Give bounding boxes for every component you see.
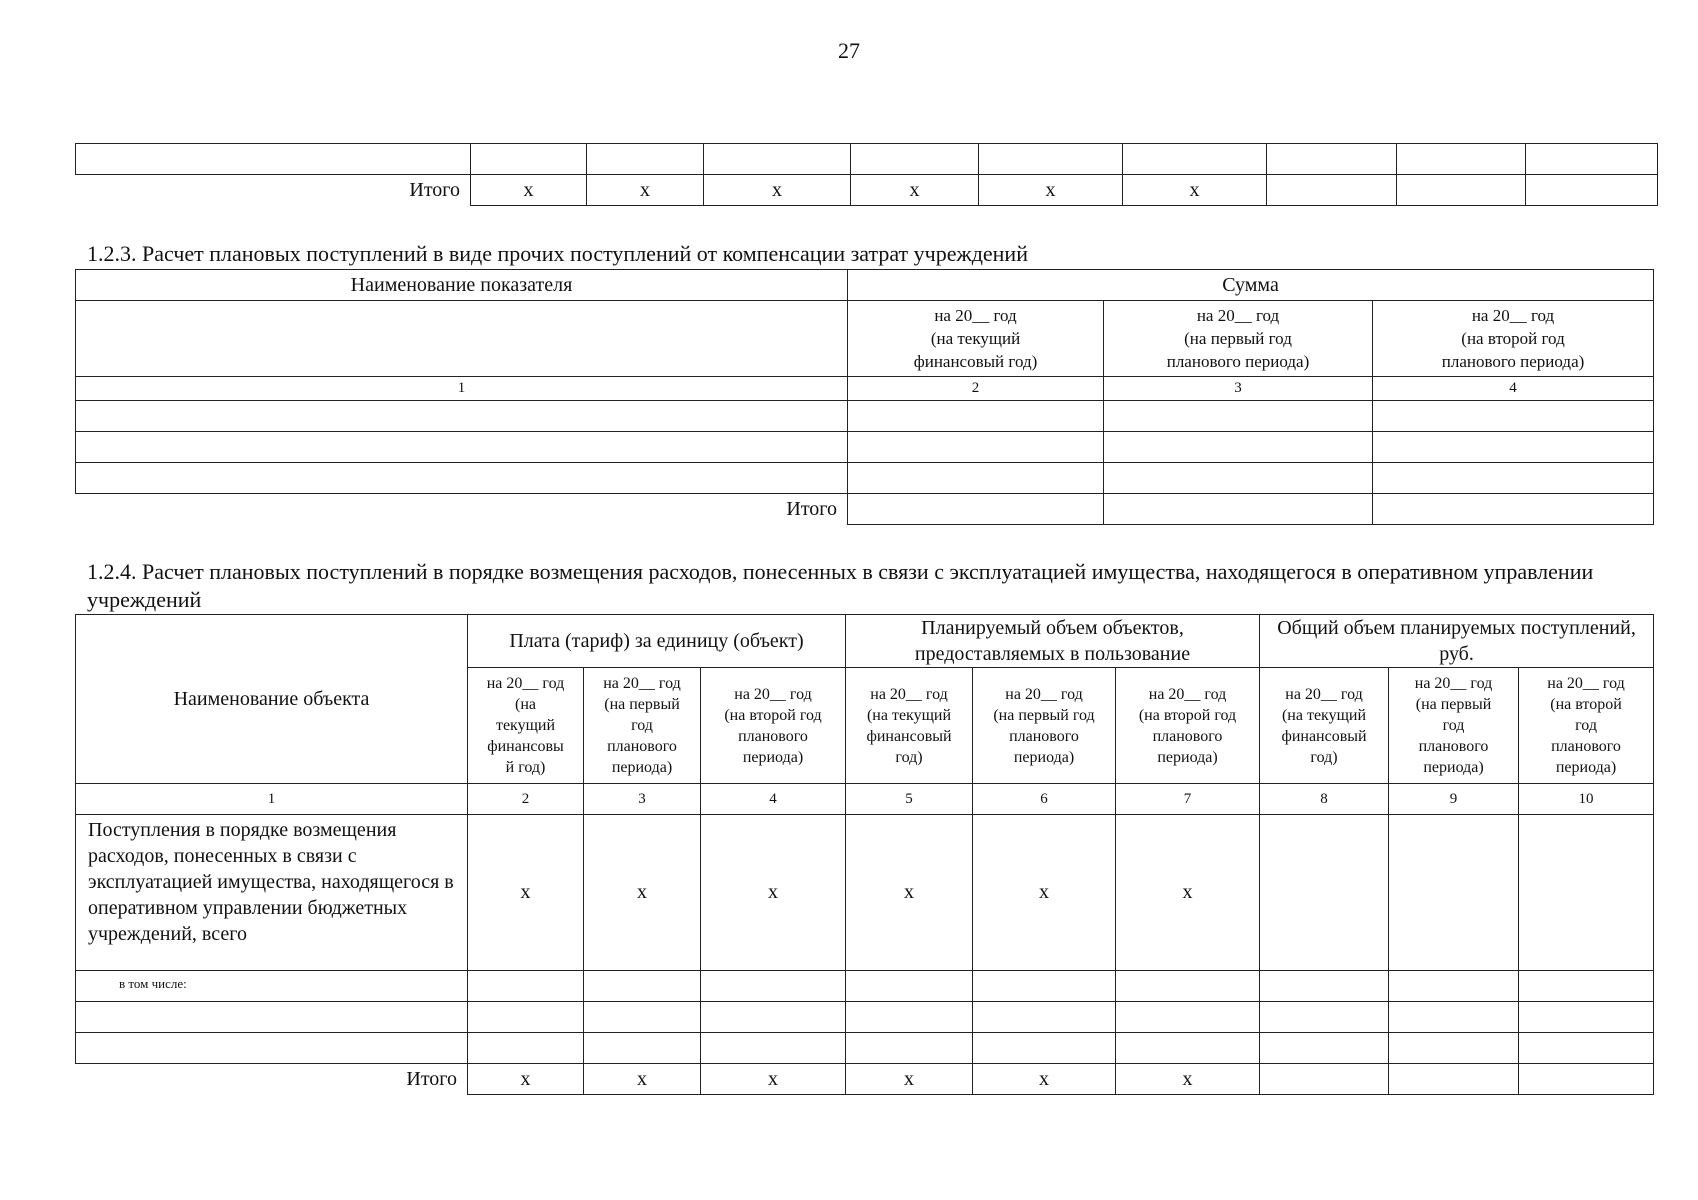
- column-number: 3: [1104, 377, 1373, 401]
- main-data-row: [76, 815, 1654, 971]
- total-cell: [1389, 1064, 1519, 1095]
- data-cell: [1389, 815, 1519, 971]
- section-title-1-2-4: 1.2.4. Расчет плановых поступлений в порядке возмещения расходов, понесенных в связи с эксплуатацией имущества, находящегося в оперативном управлении учреждений: [87, 559, 1594, 612]
- group-header-tariff: Плата (тариф) за единицу (объект): [468, 615, 846, 668]
- sub-header: на 20__ год (на текущий финансовый год): [1260, 668, 1389, 784]
- data-cell: x: [468, 815, 584, 971]
- total-cell: x: [584, 1064, 701, 1095]
- table-row: [76, 401, 1654, 432]
- total-cell: x: [704, 175, 851, 206]
- total-label: Итого: [409, 179, 460, 202]
- total-cell: [1267, 175, 1397, 206]
- header-row: [76, 270, 1654, 301]
- group-header-row: [76, 615, 1654, 668]
- total-cell: [1397, 175, 1526, 206]
- sub-header: на 20__ год (на второй год планового периода): [1116, 668, 1260, 784]
- page-number: 27: [838, 38, 860, 63]
- column-number: 3: [584, 784, 701, 815]
- total-cell: x: [701, 1064, 846, 1095]
- total-cell: x: [973, 1064, 1116, 1095]
- total-cell: x: [471, 175, 587, 206]
- total-cell: x: [1116, 1064, 1260, 1095]
- data-cell: [1519, 815, 1654, 971]
- column-number: 9: [1389, 784, 1519, 815]
- continued-table: [75, 143, 1658, 206]
- table-row: [76, 1002, 1654, 1033]
- sub-header-second-plan-year: на 20__ год (на второй год планового периода): [1373, 301, 1654, 377]
- table-row: [76, 1033, 1654, 1064]
- total-row: [76, 175, 1658, 206]
- data-cell: [1260, 815, 1389, 971]
- compensation-table: [75, 269, 1654, 525]
- data-cell: x: [973, 815, 1116, 971]
- sub-header: на 20__ год (на первый год планового периода): [1389, 668, 1519, 784]
- section-title-1-2-3: 1.2.3. Расчет плановых поступлений в виде прочих поступлений от компенсации затрат учреждений: [87, 241, 1028, 266]
- total-label: Итого: [406, 1068, 457, 1091]
- sub-header: на 20__ год (на текущий финансовы й год): [468, 668, 584, 784]
- sub-header: на 20__ год (на первый год планового периода): [584, 668, 701, 784]
- column-number-row: [76, 377, 1654, 401]
- column-header-object-name: Наименование объекта: [76, 615, 468, 784]
- total-cell: x: [587, 175, 704, 206]
- total-row: [76, 494, 1654, 525]
- data-cell: x: [584, 815, 701, 971]
- column-number: 8: [1260, 784, 1389, 815]
- column-number: 7: [1116, 784, 1260, 815]
- column-number: 1: [76, 784, 468, 815]
- sub-header-current-year: на 20__ год (на текущий финансовый год): [848, 301, 1104, 377]
- group-header-total-revenue: Общий объем планируемых поступлений, руб.: [1260, 615, 1654, 668]
- column-number: 4: [701, 784, 846, 815]
- sub-header: на 20__ год (на текущий финансовый год): [846, 668, 973, 784]
- column-number: 4: [1373, 377, 1654, 401]
- data-cell: x: [1116, 815, 1260, 971]
- total-row: [76, 1064, 1654, 1095]
- sub-header: на 20__ год (на второй год планового периода): [1519, 668, 1654, 784]
- property-reimbursement-table: [75, 614, 1654, 1095]
- data-cell: x: [701, 815, 846, 971]
- total-cell: [1519, 1064, 1654, 1095]
- column-number: 1: [76, 377, 848, 401]
- sub-header-first-plan-year: на 20__ год (на первый год планового периода): [1104, 301, 1373, 377]
- total-cell: x: [468, 1064, 584, 1095]
- column-number: 2: [468, 784, 584, 815]
- total-cell: [1260, 1064, 1389, 1095]
- column-number: 10: [1519, 784, 1654, 815]
- column-number: 6: [973, 784, 1116, 815]
- total-cell: [1526, 175, 1658, 206]
- sub-header: на 20__ год (на первый год планового периода): [973, 668, 1116, 784]
- total-cell: x: [1123, 175, 1267, 206]
- total-cell: x: [979, 175, 1123, 206]
- column-header-name: Наименование показателя: [76, 270, 848, 301]
- column-number: 5: [846, 784, 973, 815]
- including-row: [76, 971, 1654, 1002]
- column-number: 2: [848, 377, 1104, 401]
- sub-header: на 20__ год (на второй год планового периода): [701, 668, 846, 784]
- table-row: [76, 144, 1658, 175]
- total-cell: x: [846, 1064, 973, 1095]
- sub-header-row: [76, 301, 1654, 377]
- column-number-row: [76, 784, 1654, 815]
- total-cell: x: [851, 175, 979, 206]
- table-row: [76, 463, 1654, 494]
- table-row: [76, 432, 1654, 463]
- group-header-planned-volume: Планируемый объем объектов, предоставляемых в пользование: [846, 615, 1260, 668]
- row-label: Поступления в порядке возмещения расходов, понесенных в связи с эксплуатацией имущества, находящегося в оперативном управлении бюджетных учреждений, всего: [76, 815, 468, 971]
- including-label: в том числе:: [76, 971, 468, 1002]
- total-label: Итого: [786, 498, 837, 521]
- data-cell: x: [846, 815, 973, 971]
- column-header-sum: Сумма: [848, 270, 1654, 301]
